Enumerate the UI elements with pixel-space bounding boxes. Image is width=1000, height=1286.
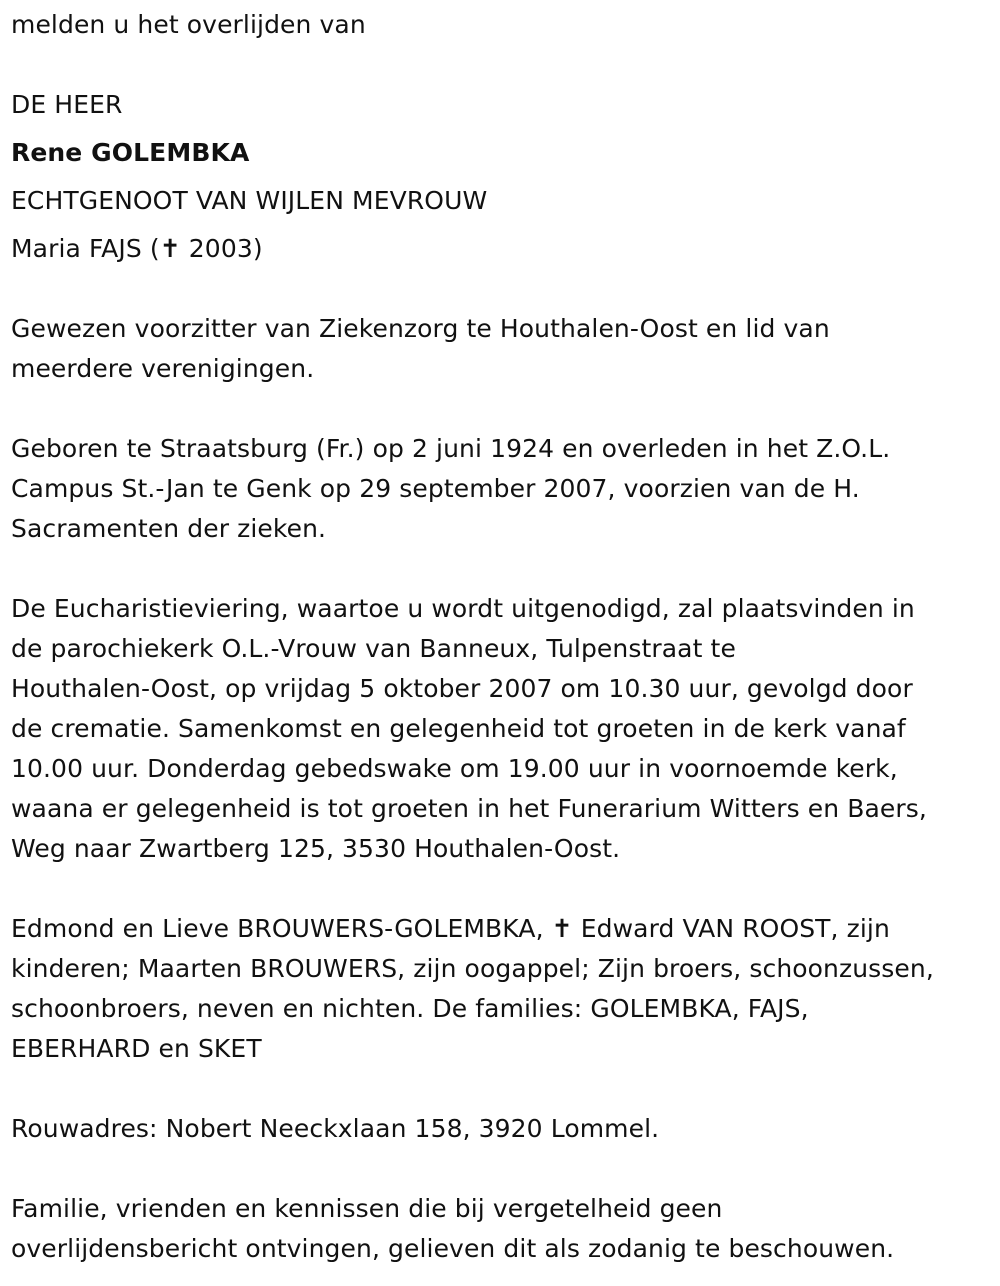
spouse-name: Maria FAJS (✝ 2003): [11, 234, 263, 263]
role-line-2: meerdere verenigingen.: [11, 354, 315, 383]
intro-text: melden u het overlijden van: [11, 10, 366, 39]
service-line-4: de crematie. Samenkomst en gelegenheid tot groeten in de kerk vanaf: [11, 714, 906, 743]
service-line-2: de parochiekerk O.L.-Vrouw van Banneux, Tulpenstraat te: [11, 634, 736, 663]
role-line-1: Gewezen voorzitter van Ziekenzorg te Houthalen-Oost en lid van: [11, 314, 830, 343]
title-prefix: DE HEER: [11, 90, 123, 119]
closing-line-1: Familie, vrienden en kennissen die bij vergetelheid geen: [11, 1194, 723, 1223]
family-line-1: Edmond en Lieve BROUWERS-GOLEMBKA, ✝ Edward VAN ROOST, zijn: [11, 914, 890, 943]
family-line-2: kinderen; Maarten BROUWERS, zijn oogappel; Zijn broers, schoonzussen,: [11, 954, 934, 983]
mourning-address: Rouwadres: Nobert Neeckxlaan 158, 3920 Lommel.: [11, 1114, 660, 1143]
birth-line-2: Campus St.-Jan te Genk op 29 september 2007, voorzien van de H.: [11, 474, 860, 503]
service-line-1: De Eucharistieviering, waartoe u wordt uitgenodigd, zal plaatsvinden in: [11, 594, 915, 623]
service-line-6: waana er gelegenheid is tot groeten in het Funerarium Witters en Baers,: [11, 794, 927, 823]
family-line-4: EBERHARD en SKET: [11, 1034, 262, 1063]
birth-line-3: Sacramenten der zieken.: [11, 514, 327, 543]
service-line-5: 10.00 uur. Donderdag gebedswake om 19.00 uur in voornoemde kerk,: [11, 754, 898, 783]
family-line-3: schoonbroers, neven en nichten. De families: GOLEMBKA, FAJS,: [11, 994, 809, 1023]
service-line-7: Weg naar Zwartberg 125, 3530 Houthalen-Oost.: [11, 834, 621, 863]
birth-line-1: Geboren te Straatsburg (Fr.) op 2 juni 1924 en overleden in het Z.O.L.: [11, 434, 891, 463]
spouse-line: ECHTGENOOT VAN WIJLEN MEVROUW: [11, 186, 488, 215]
service-line-3: Houthalen-Oost, op vrijdag 5 oktober 2007 om 10.30 uur, gevolgd door: [11, 674, 913, 703]
deceased-name: Rene GOLEMBKA: [11, 138, 250, 167]
closing-line-2: overlijdensbericht ontvingen, gelieven dit als zodanig te beschouwen.: [11, 1234, 895, 1263]
